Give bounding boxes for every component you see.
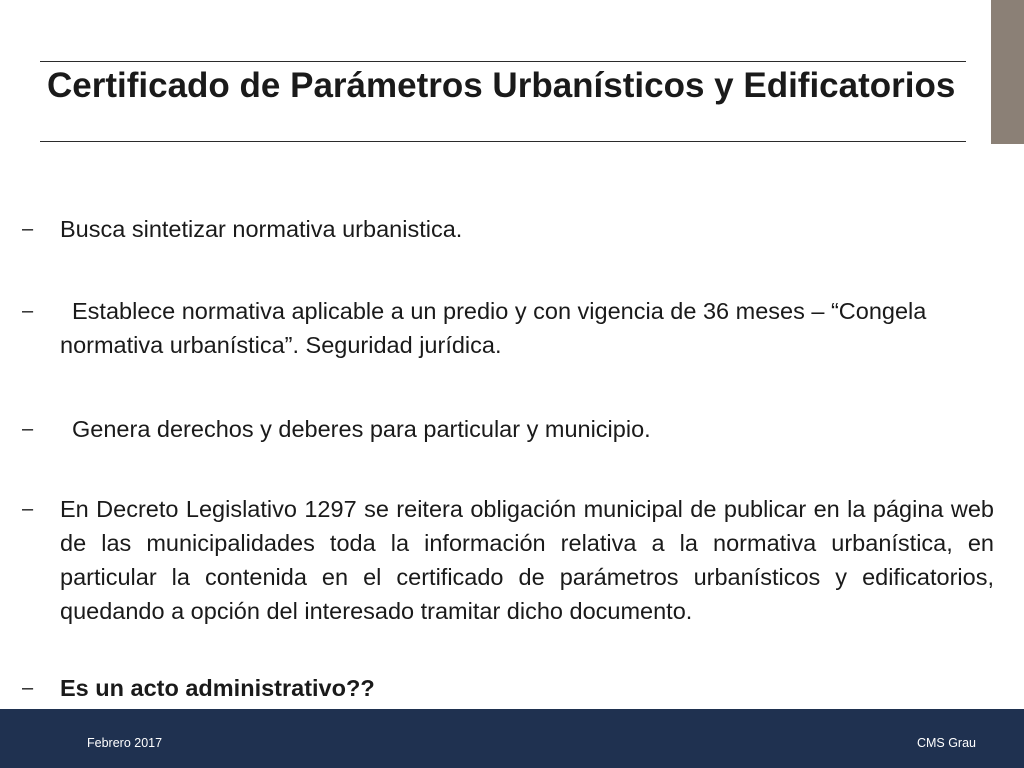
footer-bar <box>0 709 1024 768</box>
bullet-text-content: Establece normativa aplicable a un predio y con vigencia de 36 meses – “Congela normativa urbanística”. Seguridad jurídica. <box>60 298 927 358</box>
bullet-dash-icon: – <box>22 300 34 322</box>
bullet-text: Es un acto administrativo?? <box>60 675 375 701</box>
footer-date: Febrero 2017 <box>87 736 163 750</box>
bullet-text: Genera derechos y deberes para particular y municipio. <box>72 416 651 442</box>
footer-company: CMS Grau <box>916 736 976 750</box>
bullet-text: Busca sintetizar normativa urbanistica. <box>60 216 463 242</box>
bullet-text <box>60 294 994 362</box>
bullet-item <box>22 294 994 362</box>
bullet-item <box>22 671 994 705</box>
bullet-dash-icon: – <box>22 218 34 240</box>
bullet-item <box>22 412 994 446</box>
bullet-dash-icon: – <box>22 498 34 520</box>
bullet-dash-icon: – <box>22 418 34 440</box>
bullet-item <box>22 212 994 246</box>
bullet-dash-icon: – <box>22 677 34 699</box>
bullet-item <box>22 492 994 628</box>
slide-title: Certificado de Parámetros Urbanísticos y Edificatorios <box>47 66 956 105</box>
bullet-text: En Decreto Legislativo 1297 se reitera obligación municipal de publicar en la página web de las municipalidades toda la información relativa a la normativa urbanística, en particular la contenida en el certificado de parámetros urbanísticos y edificatorios, quedando a opción del interesado tramitar dicho documento. <box>60 496 994 624</box>
